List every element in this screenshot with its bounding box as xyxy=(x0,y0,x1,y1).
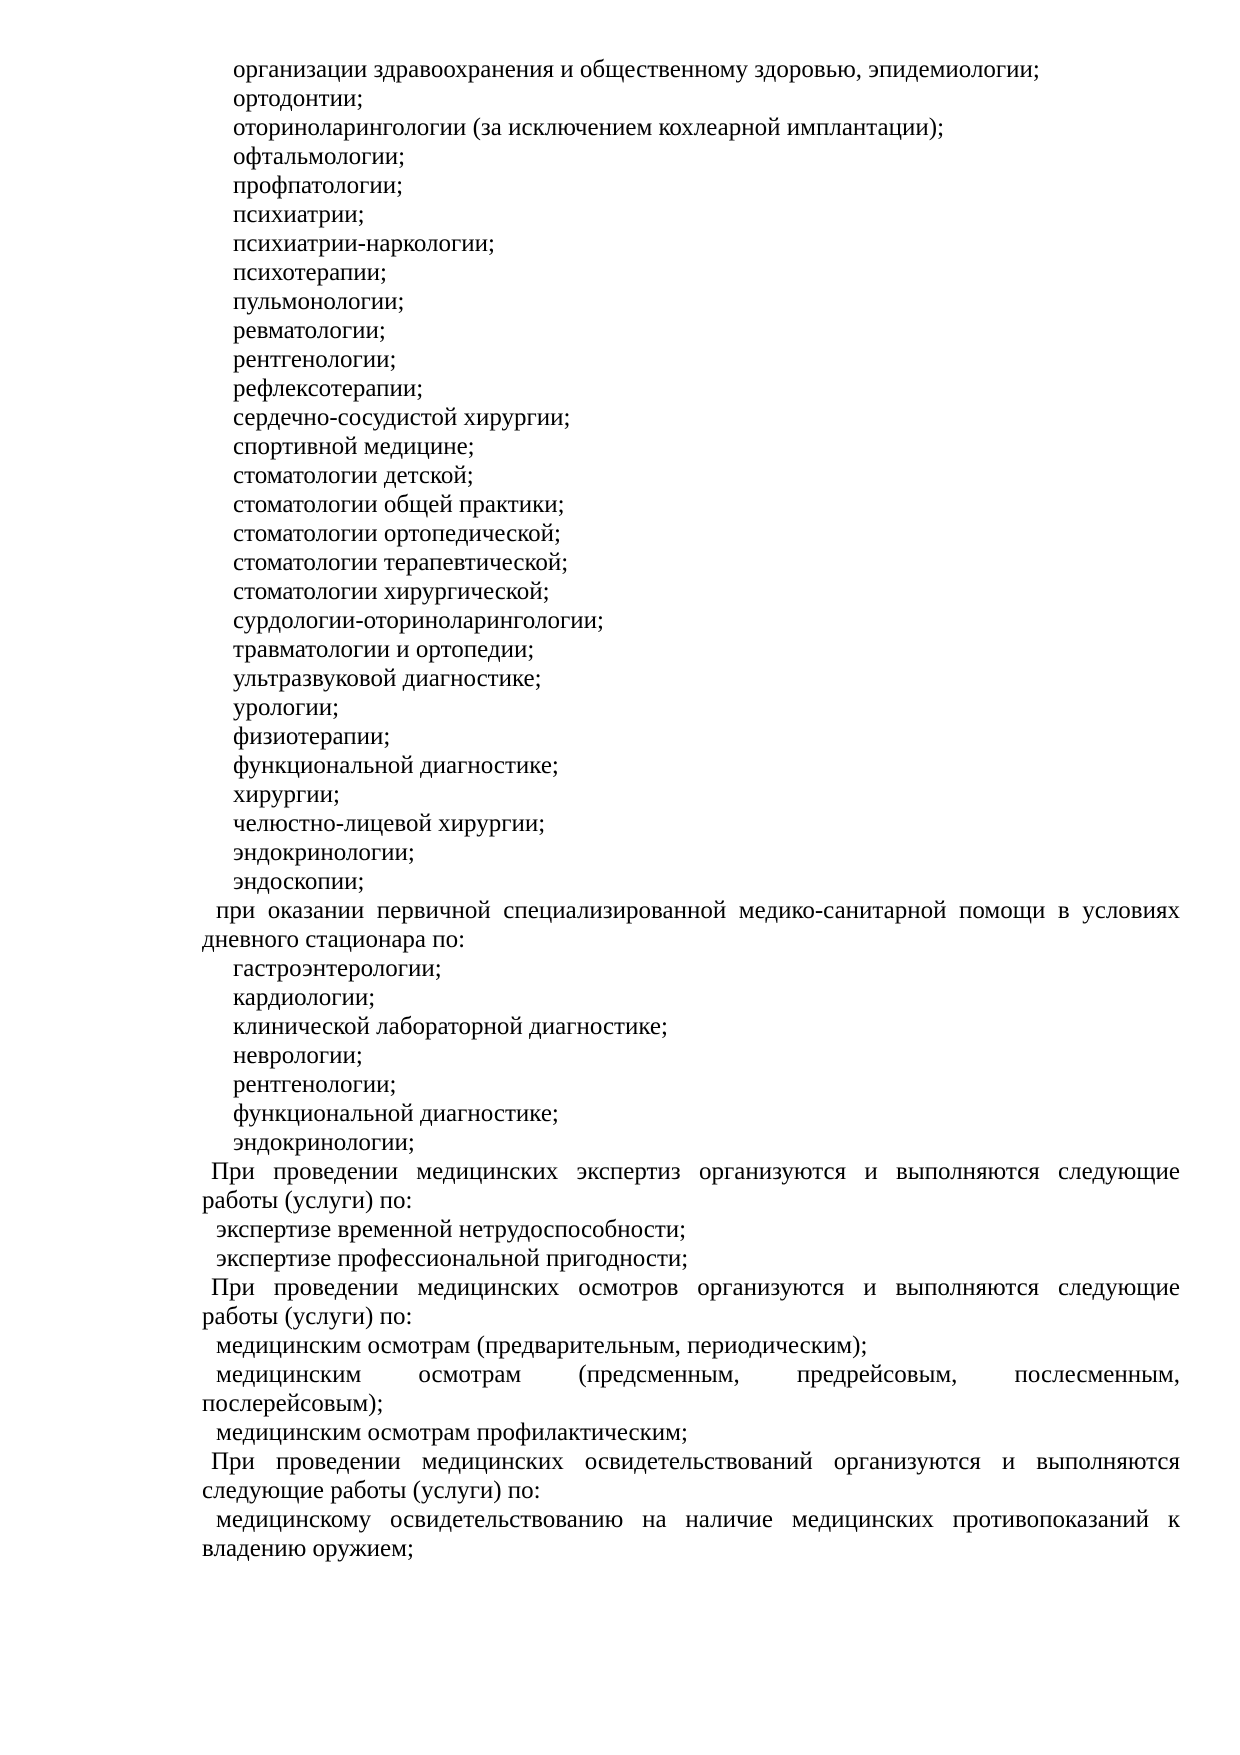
text-line: пульмонологии; xyxy=(233,288,405,315)
text-line: клинической лабораторной диагностике; xyxy=(233,1013,668,1040)
text-line: кардиологии; xyxy=(233,984,376,1011)
text-line: рентгенологии; xyxy=(233,1071,397,1098)
text-line: стоматологии ортопедической; xyxy=(233,520,561,547)
text-line: неврологии; xyxy=(233,1042,363,1069)
text-line: ультразвуковой диагностике; xyxy=(233,665,542,692)
text-line: медицинскому освидетельствованию на наличие медицинских противопоказаний к xyxy=(216,1506,1180,1533)
text-line: При проведении медицинских освидетельствований организуются и выполняются xyxy=(211,1448,1180,1475)
text-line: спортивной медицине; xyxy=(233,433,475,460)
text-line: экспертизе профессиональной пригодности; xyxy=(216,1245,689,1272)
text-line: урологии; xyxy=(233,694,340,721)
text-line: медицинским осмотрам (предсменным, предрейсовым, послесменным, xyxy=(216,1361,1180,1388)
text-line: функциональной диагностике; xyxy=(233,1100,559,1127)
text-line: профпатологии; xyxy=(233,172,404,199)
text-line: при оказании первичной специализированной медико-санитарной помощи в условиях xyxy=(216,897,1180,924)
text-line: стоматологии хирургической; xyxy=(233,578,550,605)
text-line: медицинским осмотрам профилактическим; xyxy=(216,1419,688,1446)
text-line: организации здравоохранения и общественному здоровью, эпидемиологии; xyxy=(233,56,1040,83)
text-line: челюстно-лицевой хирургии; xyxy=(233,810,546,837)
license-works-list xyxy=(202,55,1180,1563)
text-line: ревматологии; xyxy=(233,317,386,344)
text-line: При проведении медицинских осмотров организуются и выполняются следующие xyxy=(211,1274,1180,1301)
text-line: послерейсовым); xyxy=(202,1390,384,1417)
text-line: хирургии; xyxy=(233,781,341,808)
text-line: офтальмологии; xyxy=(233,143,406,170)
text-line: эндоскопии; xyxy=(233,868,365,895)
text-line: следующие работы (услуги) по: xyxy=(202,1477,541,1504)
text-line: При проведении медицинских экспертиз организуются и выполняются следующие xyxy=(211,1158,1180,1185)
text-line: работы (услуги) по: xyxy=(202,1303,413,1330)
text-line: эндокринологии; xyxy=(233,839,415,866)
text-line: стоматологии детской; xyxy=(233,462,474,489)
text-line: сердечно-сосудистой хирургии; xyxy=(233,404,571,431)
text-line: функциональной диагностике; xyxy=(233,752,559,779)
text-line: сурдологии-оториноларингологии; xyxy=(233,607,604,634)
text-line: психиатрии; xyxy=(233,201,365,228)
text-line: медицинским осмотрам (предварительным, периодическим); xyxy=(216,1332,868,1359)
text-line: дневного стационара по: xyxy=(202,926,466,953)
text-line: рентгенологии; xyxy=(233,346,397,373)
text-line: рефлексотерапии; xyxy=(233,375,424,402)
text-line: гастроэнтерологии; xyxy=(233,955,442,982)
text-line: психиатрии-наркологии; xyxy=(233,230,495,257)
text-line: экспертизе временной нетрудоспособности; xyxy=(216,1216,687,1243)
text-line: ортодонтии; xyxy=(233,85,364,112)
text-line: стоматологии общей практики; xyxy=(233,491,565,518)
text-line: стоматологии терапевтической; xyxy=(233,549,569,576)
text-line: оториноларингологии (за исключением кохлеарной имплантации); xyxy=(233,114,945,141)
text-line: эндокринологии; xyxy=(233,1129,415,1156)
text-line: психотерапии; xyxy=(233,259,387,286)
text-line: физиотерапии; xyxy=(233,723,391,750)
text-line: владению оружием; xyxy=(202,1535,414,1562)
text-line: травматологии и ортопедии; xyxy=(233,636,535,663)
text-line: работы (услуги) по: xyxy=(202,1187,413,1214)
